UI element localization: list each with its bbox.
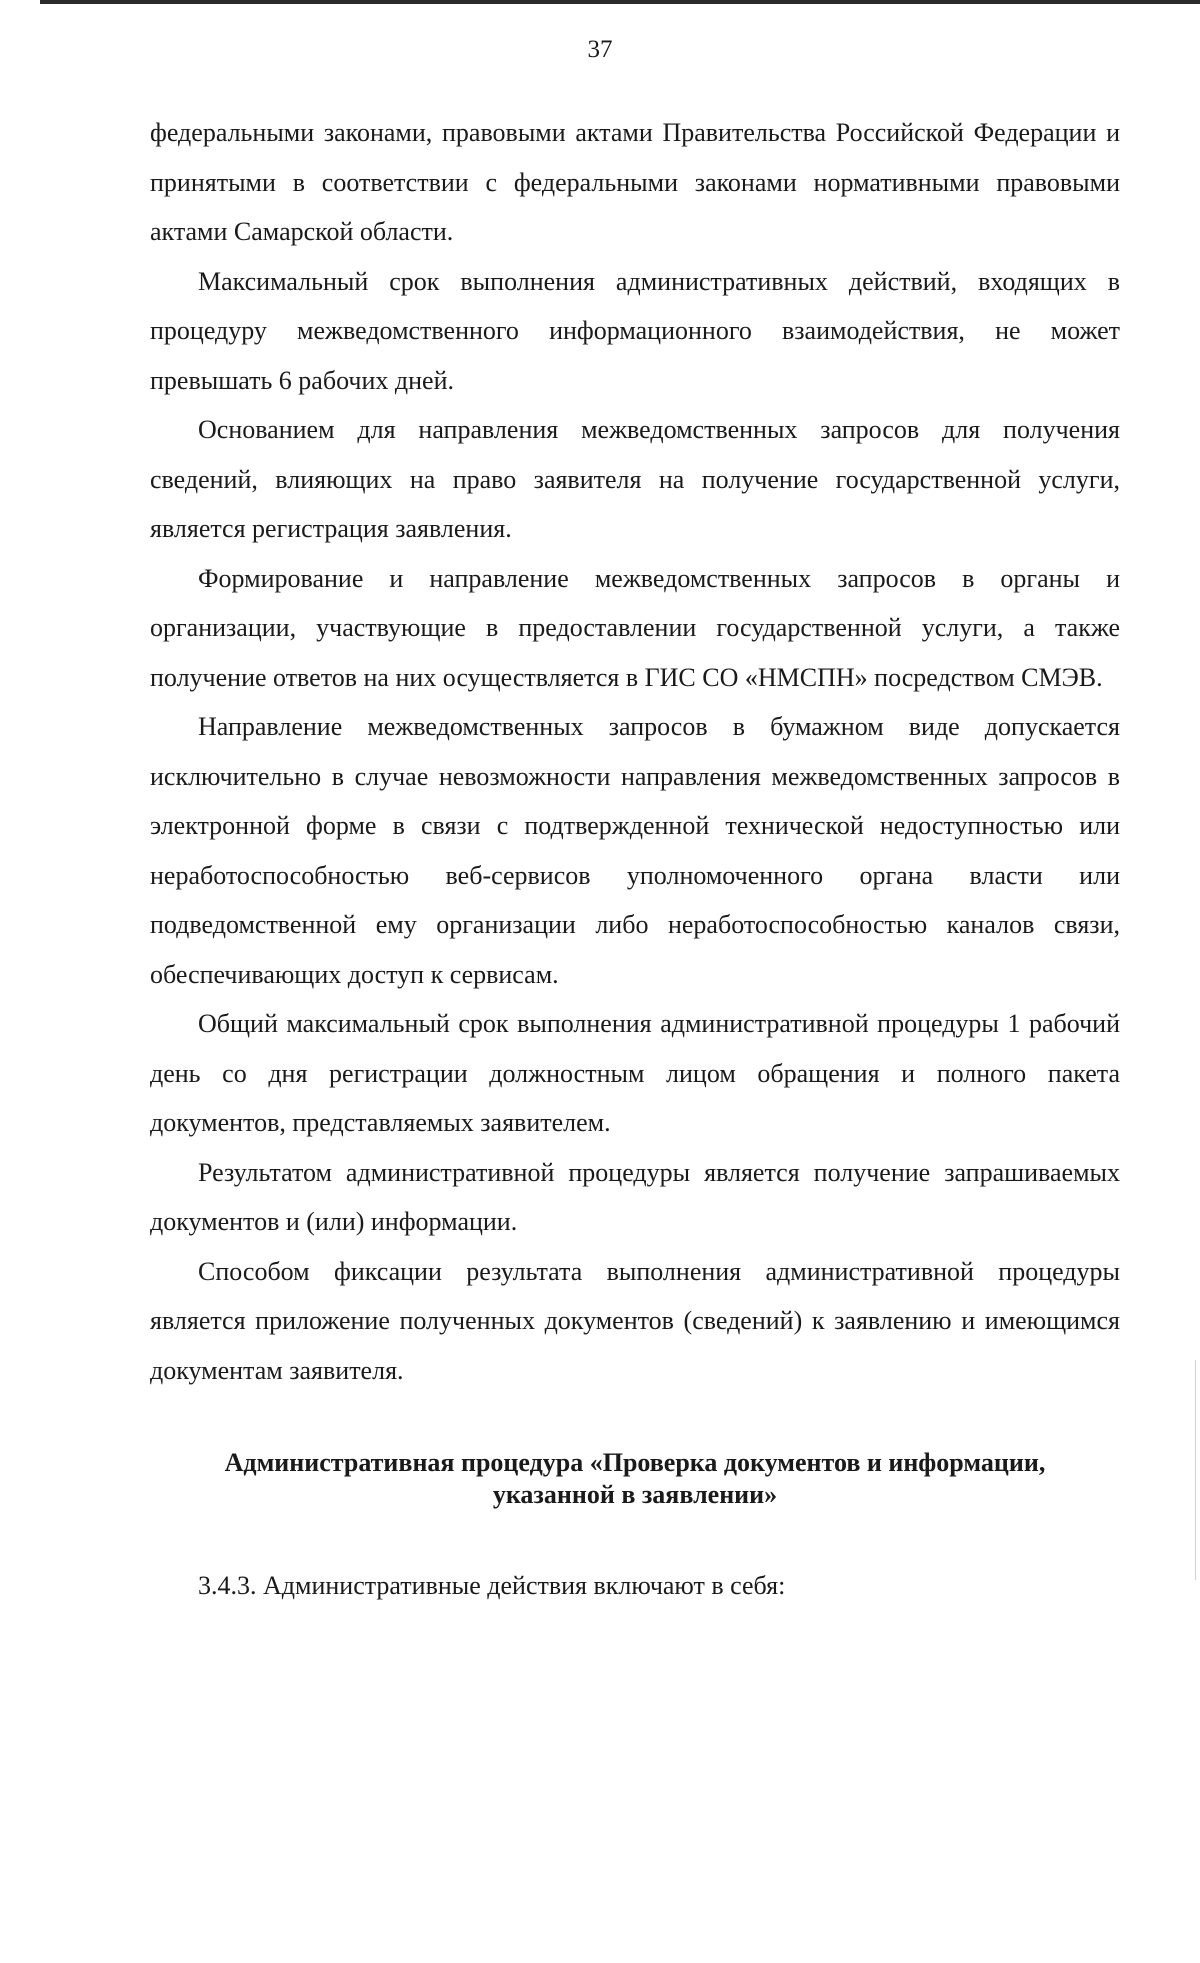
paragraph-result: Результатом административной процедуры является получение запрашиваемых документов и (или) информации. (150, 1157, 1120, 1236)
top-border-line (40, 0, 1200, 4)
page-number: 37 (587, 36, 613, 63)
paragraph-forming-requests: Формирование и направление межведомственных запросов в органы и организации, участвующие в предоставлении государственной услуги, а также получение ответов на них осуществляется в ГИС СО «НМСПН» посредством СМЭВ. (150, 563, 1120, 692)
section-heading (150, 1447, 1120, 1511)
clause-3-4-3: 3.4.3. Административные действия включают в себя: (198, 1571, 786, 1600)
paragraph-total-term: Общий максимальный срок выполнения административной процедуры 1 рабочий день со дня регистрации должностным лицом обращения и полного пакета документов, представляемых заявителем. (150, 1009, 1120, 1137)
paragraph-max-term: Максимальный срок выполнения административных действий, входящих в процедуру межведомственного информационного взаимодействия, не может превышать 6 рабочих дней. (150, 266, 1120, 395)
paragraph-continuation: федеральными законами, правовыми актами Правительства Российской Федерации и принятыми в соответствии с федеральными законами нормативными правовыми актами Самарской области. (150, 118, 1120, 246)
paragraph-basis-requests: Основанием для направления межведомственных запросов для получения сведений, влияющих на право заявителя на получение государственной услуги, является регистрация заявления. (150, 415, 1120, 543)
paragraph-paper-requests: Направление межведомственных запросов в бумажном виде допускается исключительно в случае невозможности направления межведомственных запросов в электронной форме в связи с подтвержденной технической недоступностью или неработоспособностью веб-сервисов уполномоченного органа власти или подведомственной ему организации либо неработоспособностью каналов связи, обеспечивающих доступ к сервисам. (150, 712, 1120, 989)
paragraph-fixation: Способом фиксации результата выполнения административной процедуры является приложение полученных документов (сведений) к заявлению и имеющимся документам заявителя. (150, 1256, 1120, 1385)
section-heading-line-2: указанной в заявлении» (492, 1480, 778, 1509)
scan-edge-mark (1195, 1360, 1196, 1580)
section-heading-line-1: Административная процедура «Проверка документов и информации, (224, 1448, 1046, 1477)
document-body (150, 108, 1120, 1611)
